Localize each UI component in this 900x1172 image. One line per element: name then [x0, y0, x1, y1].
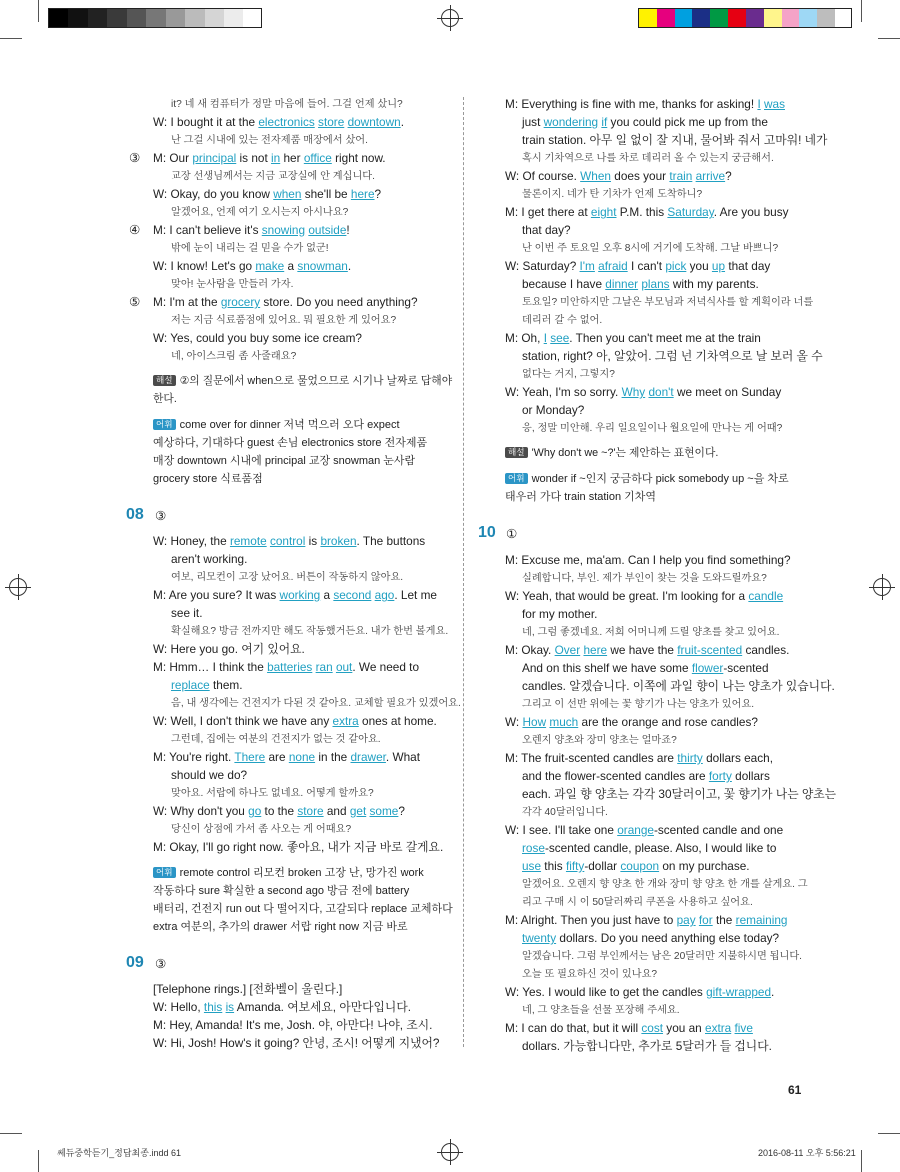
vocab-line: 어휘 remote control 리모컨 broken 고장 난, 망가진 work: [153, 865, 424, 882]
text-line: because I have dinner plans with my parents.: [522, 277, 759, 291]
text-line: 맞아요. 서랍에 하나도 없네요. 어떻게 할까요?: [171, 788, 374, 799]
vocab-line: 배터리, 건전지 run out 다 떨어지다, 고갈되다 replace 교체하다: [153, 903, 453, 915]
text-line: 음, 내 생각에는 건전지가 다된 것 같아요. 교체할 필요가 있겠어요.: [171, 698, 461, 709]
text-line: M: The fruit-scented candles are thirty dollars each,: [505, 751, 773, 765]
text-line: or Monday?: [522, 403, 585, 417]
text-line: W: Why don't you go to the store and get some?: [153, 804, 405, 818]
footer-date: 2016-08-11 오후 5:56:21: [758, 1148, 856, 1158]
text-line: 실례합니다, 부인. 제가 부인이 찾는 것을 도와드릴까요?: [522, 573, 767, 584]
text-line: 확실해요? 방금 전까지만 해도 작동했거든요. 내가 한번 볼게요.: [171, 626, 449, 637]
text-line: M: Okay, I'll go right now. 좋아요, 내가 지금 바로 갈게요.: [153, 840, 444, 854]
text-line: should we do?: [171, 768, 248, 782]
option-mark: ③: [129, 151, 141, 165]
vocab-line: 작동하다 sure 확실한 a second ago 방금 전에 battery: [153, 885, 410, 897]
text-line: M: You're right. There are none in the drawer. What: [153, 750, 421, 764]
vocab-line: 예상하다, 기대하다 guest 손님 electronics store 전자제품: [153, 437, 428, 449]
text-line: 알겠습니다. 그럼 부인께서는 남은 20달러만 지불하시면 됩니다.: [522, 951, 803, 962]
text-line: it? 네 새 컴퓨터가 정말 마음에 들어. 그걸 언제 샀니?: [171, 99, 403, 110]
text-line: W: Honey, the remote control is broken. The buttons: [153, 534, 426, 548]
text-line: 혹시 기차역으로 나를 차로 데리러 올 수 있는지 궁금해서.: [522, 153, 774, 164]
text-line: 당신이 상점에 가서 좀 사오는 게 어때요?: [171, 824, 352, 835]
text-line: 네, 아이스크림 좀 사줄래요?: [171, 351, 297, 362]
crop-mark: [0, 38, 22, 39]
text-line: M: I'm at the grocery store. Do you need anything?: [153, 295, 418, 309]
answer-mark: ③: [155, 509, 167, 523]
vocab-tag: 어휘: [153, 867, 176, 878]
text-line: candles. 알겠습니다. 이쪽에 과일 향이 나는 양초가 있습니다.: [522, 679, 835, 693]
explanation-note: 해설 ②의 질문에서 when으로 물었으므로 시기나 날짜로 답해야: [153, 373, 452, 390]
text-line: M: I get there at eight P.M. this Saturday. Are you busy: [505, 205, 789, 219]
text-line: M: Excuse me, ma'am. Can I help you find something?: [505, 553, 791, 567]
text-line: replace them.: [171, 678, 243, 692]
text-line: 데리러 갈 수 없어.: [522, 315, 603, 326]
text-line: 토요일? 미안하지만 그날은 부모님과 저녁식사를 할 계획이라 너를: [522, 297, 814, 308]
text-line: M: Our principal is not in her office right now.: [153, 151, 386, 165]
vocab-line: 어휘 come over for dinner 저녁 먹으러 오다 expect: [153, 417, 400, 434]
text-line: W: Saturday? I'm afraid I can't pick you up that day: [505, 259, 771, 273]
text-line: W: I know! Let's go make a snowman.: [153, 259, 352, 273]
footer-filename: 쎄듀중학듣기_정답최종.indd 61: [57, 1148, 181, 1158]
answer-mark: ①: [506, 527, 518, 541]
text-line: each. 과일 향 양초는 각각 30달러이고, 꽃 향기가 나는 양초는: [522, 787, 837, 801]
explanation-tag: 해설: [153, 375, 176, 386]
vocab-line: grocery store 식료품점: [153, 473, 263, 485]
text-line: station, right? 아, 알았어. 그럼 넌 기차역으로 날 보러 올 수: [522, 349, 823, 363]
page-number: 61: [788, 1083, 802, 1097]
text-line: 그런데, 집에는 여분의 건전지가 없는 것 같아요.: [171, 734, 381, 745]
text-line: 알겠어요. 오렌지 향 양초 한 개와 장미 향 양초 한 개를 살게요. 그: [522, 879, 808, 890]
grayscale-calibration-bar: [48, 8, 262, 28]
text-line: M: Are you sure? It was working a second ago. Let me: [153, 588, 437, 602]
text-line: M: Hey, Amanda! It's me, Josh. 야, 아만다! 나야, 조시.: [153, 1018, 433, 1032]
text-line: [Telephone rings.] [전화벨이 울린다.]: [153, 982, 343, 996]
text-line: W: Hello, this is Amanda. 여보세요, 아만다입니다.: [153, 1000, 412, 1014]
text-line: W: Hi, Josh! How's it going? 안녕, 조시! 어떻게 지냈어?: [153, 1036, 440, 1050]
text-line: 물론이지. 네가 탄 기차가 언제 도착하니?: [522, 189, 703, 200]
text-line: W: Yeah, I'm so sorry. Why don't we meet on Sunday: [505, 385, 782, 399]
crop-mark: [878, 38, 900, 39]
text-line: W: Of course. When does your train arrive?: [505, 169, 732, 183]
text-line: M: I can do that, but it will cost you an extra five: [505, 1021, 753, 1035]
text-line: M: Everything is fine with me, thanks for asking! I was: [505, 97, 785, 111]
text-line: use this fifty-dollar coupon on my purchase.: [522, 859, 750, 873]
text-line: W: Here you go. 여기 있어요.: [153, 642, 305, 656]
text-line: W: I see. I'll take one orange-scented candle and one: [505, 823, 784, 837]
vocab-line: 매장 downtown 시내에 principal 교장 snowman 눈사람: [153, 455, 416, 467]
vocab-tag: 어휘: [153, 419, 176, 430]
text-line: 알겠어요, 언제 여기 오시는지 아시나요?: [171, 207, 349, 218]
text-line: that day?: [522, 223, 571, 237]
text-line: 네, 그럼 좋겠네요. 저희 어머니께 드릴 양초를 찾고 있어요.: [522, 627, 780, 638]
text-line: M: Alright. Then you just have to pay for the remaining: [505, 913, 788, 927]
text-line: 밖에 눈이 내리는 걸 믿을 수가 없군!: [171, 243, 329, 254]
question-number: 10: [478, 524, 496, 541]
option-mark: ④: [129, 223, 141, 237]
text-line: W: Okay, do you know when she'll be here?: [153, 187, 382, 201]
text-line: 리고 구매 시 이 50달러짜리 쿠폰을 사용하고 싶어요.: [522, 897, 753, 908]
text-line: for my mother.: [522, 607, 598, 621]
text-line: aren't working.: [171, 552, 248, 566]
text-line: W: Yes. I would like to get the candles gift-wrapped.: [505, 985, 775, 999]
color-calibration-bar: [638, 8, 852, 28]
question-number: 09: [126, 954, 144, 971]
text-line: 각각 40달러입니다.: [522, 807, 608, 818]
explanation-note: 한다.: [153, 393, 177, 405]
text-line: 오렌지 양초와 장미 양초는 얼마죠?: [522, 735, 677, 746]
text-line: M: I can't believe it's snowing outside!: [153, 223, 350, 237]
crop-mark: [38, 0, 39, 22]
text-line: 응, 정말 미안해. 우리 일요일이나 월요일에 만나는 게 어때?: [522, 423, 783, 434]
text-line: 맞아! 눈사람을 만들러 가자.: [171, 279, 294, 290]
text-line: 난 그걸 시내에 있는 전자제품 매장에서 샀어.: [171, 135, 368, 146]
crop-mark: [878, 1133, 900, 1134]
text-line: W: Yes, could you buy some ice cream?: [153, 331, 362, 345]
vocab-line: 태우러 가다 train station 기차역: [505, 491, 657, 503]
question-number: 08: [126, 506, 144, 523]
crop-mark: [0, 1133, 22, 1134]
text-line: W: How much are the orange and rose candles?: [505, 715, 758, 729]
text-line: W: I bought it at the electronics store downtown.: [153, 115, 404, 129]
explanation-tag: 해설: [505, 447, 528, 458]
registration-mark-right: [873, 578, 891, 596]
registration-mark-top: [441, 9, 459, 27]
text-line: and the flower-scented candles are forty dollars: [522, 769, 770, 783]
text-line: 그리고 이 선반 위에는 꽃 향기가 나는 양초가 있어요.: [522, 699, 755, 710]
option-mark: ⑤: [129, 295, 141, 309]
answer-mark: ③: [155, 957, 167, 971]
vocab-line: 어휘 wonder if ~인지 궁금하다 pick somebody up ~을 차로: [505, 471, 789, 488]
explanation-note: 해설 'Why don't we ~?'는 제안하는 표현이다.: [505, 445, 718, 462]
text-line: 교장 선생님께서는 지금 교장실에 안 계십니다.: [171, 171, 375, 182]
crop-mark: [861, 0, 862, 22]
text-line: just wondering if you could pick me up from the: [522, 115, 768, 129]
vocab-tag: 어휘: [505, 473, 528, 484]
text-line: W: Well, I don't think we have any extra ones at home.: [153, 714, 437, 728]
registration-mark-left: [9, 578, 27, 596]
text-line: see it.: [171, 606, 203, 620]
text-line: And on this shelf we have some flower-scented: [522, 661, 769, 675]
text-line: 없다는 거지, 그렇지?: [522, 369, 615, 380]
text-line: 저는 지금 식료품점에 있어요. 뭐 필요한 게 있어요?: [171, 315, 397, 326]
text-line: twenty dollars. Do you need anything else today?: [522, 931, 780, 945]
text-line: M: Okay. Over here we have the fruit-scented candles.: [505, 643, 790, 657]
text-line: W: Yeah, that would be great. I'm looking for a candle: [505, 589, 784, 603]
text-line: M: Oh, I see. Then you can't meet me at the train: [505, 331, 761, 345]
text-line: 난 이번 주 토요일 오후 8시에 거기에 도착해. 그날 바쁘니?: [522, 243, 779, 254]
text-line: train station. 아무 일 없이 잘 지내, 물어봐 줘서 고마워! 네가: [522, 133, 828, 147]
column-divider: [463, 97, 464, 1047]
text-line: 네, 그 양초들을 선물 포장해 주세요.: [522, 1005, 680, 1016]
crop-mark: [38, 1150, 39, 1172]
text-line: rose-scented candle, please. Also, I would like to: [522, 841, 777, 855]
text-line: 여보, 리모컨이 고장 났어요. 버튼이 작동하지 않아요.: [171, 572, 404, 583]
text-line: dollars. 가능합니다만, 추가로 5달러가 들 겁니다.: [522, 1039, 772, 1053]
registration-mark-bottom: [441, 1143, 459, 1161]
text-line: M: Hmm… I think the batteries ran out. We need to: [153, 660, 420, 674]
crop-mark: [861, 1150, 862, 1172]
vocab-line: extra 여분의, 추가의 drawer 서랍 right now 지금 바로: [153, 921, 408, 933]
text-line: 오늘 또 필요하신 것이 있나요?: [522, 969, 658, 980]
